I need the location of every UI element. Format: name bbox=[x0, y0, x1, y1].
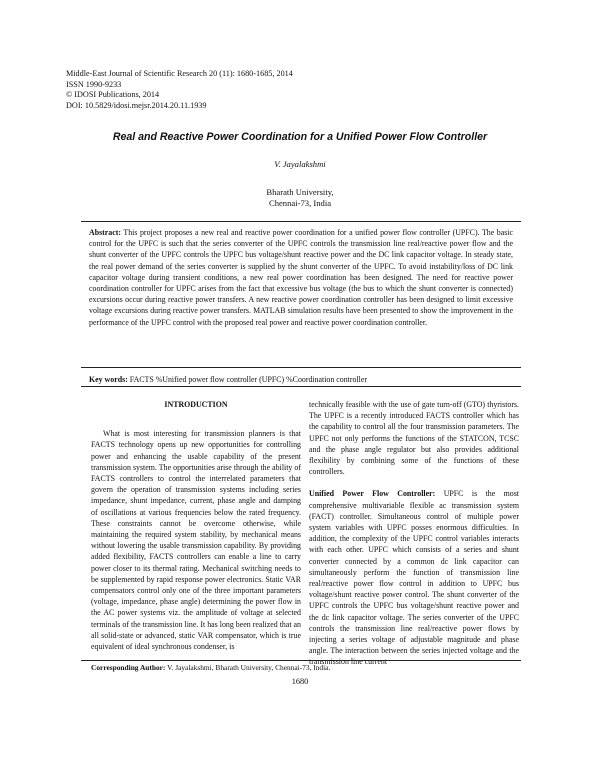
journal-copyright: © IDOSI Publications, 2014 bbox=[66, 90, 160, 99]
corresponding-label: Corresponding Author: bbox=[91, 663, 166, 672]
corresponding-text: V. Jayalakshmi, Bharath University, Chennai-73, India. bbox=[165, 663, 331, 672]
affiliation-line1: Bharath University, bbox=[266, 187, 334, 197]
keywords-rule bbox=[81, 386, 521, 387]
journal-citation: Middle-East Journal of Scientific Research 20 (11): 1680-1685, 2014 bbox=[66, 69, 293, 78]
section-heading-introduction: INTRODUCTION bbox=[164, 400, 228, 409]
page-number: 1680 bbox=[291, 677, 309, 686]
keywords bbox=[89, 374, 513, 385]
journal-doi: DOI: 10.5829/idosi.mejsr.2014.20.11.1939 bbox=[66, 100, 207, 110]
upfc-text: UPFC is the most comprehensive multivariable flexible ac transmission system (FACT) controller. Simultaneous control of multiple power system variables with UPFC posses enormous difficulties. In addition, the complexity of the UPFC control variables interacts with each other. UPFC which consists of a series and shunt converter connected by a common dc link capacitor can simultaneously perform the function of transmission line real/reactive power flow control in addition to UPFC bus voltage/shunt reactive power control. The shunt converter of the UPFC controls the UPFC bus voltage/shunt reactive power and the dc link capacitor voltage. The series converter of the UPFC controls the transmission line real/reactive power flows by injecting a series voltage of adjustable magnitude and phase angle. The interaction between the series injected voltage and the transmission line current bbox=[309, 489, 519, 667]
abstract-text: This project proposes a new real and reactive power coordination for a unified power flow controller (UPFC). The basic control for the UPFC is such that the series converter of the UPFC controls the transmission line real/reactive power flow and the shunt converter of the UPFC controls the UPFC bus voltage/shunt reactive power and the DC link capacitor voltage. In steady state, the real power demand of the series converter is supplied by the shunt converter of the UPFC. To avoid instability/loss of DC link capacitor voltage during transient conditions, a new real power coordination has been designed. The need for reactive power coordination controller for UPFC arises from the fact that excessive bus voltage (the bus to which the shunt converter is connected) excursions occur during reactive power transfers. A new reactive power coordination controller has been designed to limit excessive voltage excursions during reactive power transfers. MATLAB simulation results have been presented to show the improvement in the performance of the UPFC control with the proposed real power and reactive power coordination controller. bbox=[89, 228, 513, 327]
journal-issn: ISSN 1990-9233 bbox=[66, 79, 122, 89]
upfc-heading: Unified Power Flow Controller: bbox=[309, 489, 436, 499]
corresponding-author bbox=[91, 663, 330, 672]
left-column bbox=[91, 399, 301, 652]
abstract bbox=[89, 227, 513, 328]
keywords-text: FACTS %Unified power flow controller (UPFC) %Coordination controller bbox=[127, 375, 367, 384]
affiliation-line2: Chennai-73, India bbox=[268, 198, 332, 208]
paper-affiliation bbox=[0, 187, 600, 209]
right-column bbox=[309, 399, 519, 668]
abstract-label: Abstract: bbox=[89, 228, 121, 237]
right-paragraph-2 bbox=[309, 488, 519, 667]
footnote-rule bbox=[81, 660, 521, 661]
right-paragraph-1: technically feasible with the use of gate turn-off (GTO) thyristors. The UPFC is a recently introduced FACTS controller which has the capability to control all the four transmission parameters. The UPFC not only performs the functions of the STATCON, TCSC and the phase angle regulator but also provides additional flexibility by combining some of the functions of these controllers. bbox=[309, 400, 519, 477]
paper-author: V. Jayalakshmi bbox=[274, 159, 326, 169]
keywords-label: Key words: bbox=[89, 375, 128, 384]
journal-info bbox=[66, 69, 293, 111]
intro-paragraph: What is most interesting for transmission planners is that FACTS technology opens up new opportunities for controlling power and enhancing the usable capability of the present transmission system. The opportunities arise through the ability of FACTS controllers to control the interrelated parameters that govern the operation of transmission systems including series impedance, shunt impedance, current, phase angle and damping of oscillations at various frequencies below the rated frequency. These constraints cannot be overcome otherwise, while maintaining the required system stability, by mechanical means without lowering the usable transmission capability. By providing added flexibility, FACTS controllers can enable a line to carry power closer to its thermal rating. Mechanical switching needs to be supplemented by rapid response power electronics. Static VAR compensators control only one of the three important parameters (voltage, impedance, phase angle) determining the power flow in the AC power systems viz. the amplitude of voltage at selected terminals of the transmission line. It has long been realized that an all solid-state or advanced, static VAR compensator, which is true equivalent of ideal synchronous condenser, is bbox=[91, 429, 301, 652]
abstract-top-rule bbox=[81, 221, 521, 222]
paper-title: Real and Reactive Power Coordination for a Unified Power Flow Controller bbox=[112, 131, 488, 143]
abstract-bottom-rule bbox=[81, 367, 521, 368]
